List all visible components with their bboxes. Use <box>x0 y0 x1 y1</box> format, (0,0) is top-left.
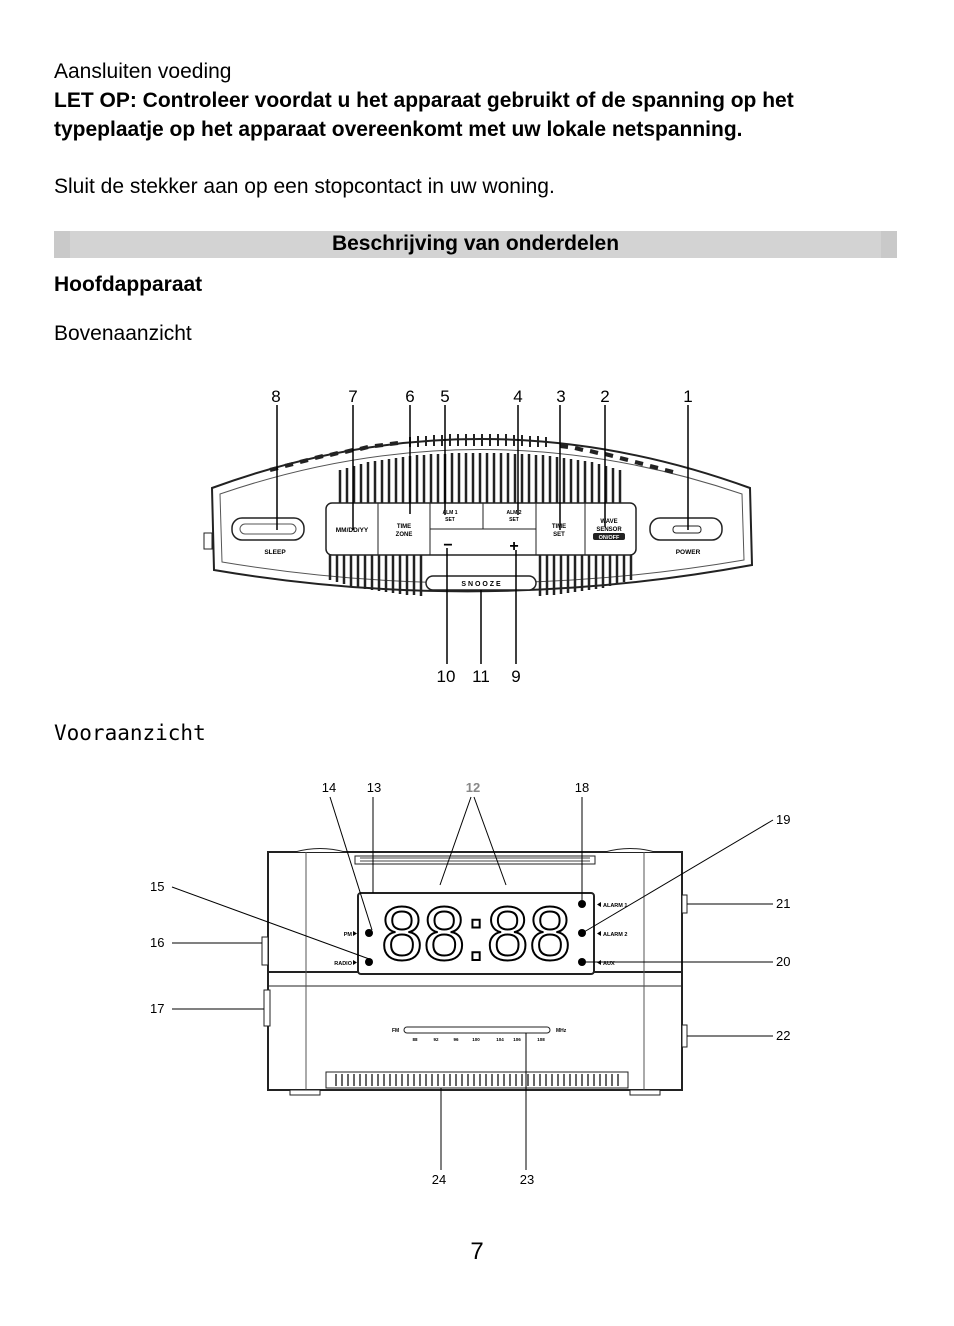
callout-15: 15 <box>150 879 165 894</box>
callout-24: 24 <box>431 1172 447 1187</box>
scale-100: 100 <box>472 1037 480 1042</box>
wave-label-1: WAVE <box>600 519 618 525</box>
alm2-label-1: ALM 2 <box>506 510 522 516</box>
alm2-label-2: SET <box>509 517 519 523</box>
scale-108: 108 <box>537 1037 545 1042</box>
power-label: POWER <box>675 549 701 556</box>
callout-20: 20 <box>776 954 791 969</box>
callout-1: 1 <box>683 387 693 406</box>
front-view-label: Vooraanzicht <box>54 721 206 745</box>
alm1-label-2: SET <box>445 517 455 523</box>
callout-2: 2 <box>600 387 610 406</box>
scale-88: 88 <box>412 1037 418 1042</box>
wave-label-3: ON/OFF <box>598 535 620 541</box>
clock-display: 88:88 <box>380 892 572 977</box>
scale-92: 92 <box>433 1037 439 1042</box>
time-zone-label-1: TIME <box>396 524 412 530</box>
warning-line-2: typeplaatje op het apparaat overeenkomt met uw lokale netspanning. <box>54 118 743 141</box>
power-heading: Aansluiten voeding <box>54 60 232 83</box>
alarm2-indicator: ALARM 2 <box>603 932 628 938</box>
callout-9: 9 <box>511 667 521 686</box>
minus-label: − <box>443 537 453 554</box>
callout-18: 18 <box>574 780 590 795</box>
callout-6: 6 <box>405 387 415 406</box>
callout-22: 22 <box>776 1028 791 1043</box>
mhz-label: MHz <box>556 1028 567 1034</box>
scale-106: 106 <box>513 1037 521 1042</box>
callout-8: 8 <box>271 387 281 406</box>
callout-12: 12 <box>465 780 481 795</box>
callout-5: 5 <box>440 387 450 406</box>
callout-16: 16 <box>150 935 165 950</box>
callout-21: 21 <box>776 896 791 911</box>
warning-line-1: LET OP: Controleer voordat u het apparaat gebruikt of de spanning op het <box>54 89 794 112</box>
callout-3: 3 <box>556 387 566 406</box>
scale-104: 104 <box>496 1037 504 1042</box>
top-view-label: Bovenaanzicht <box>54 322 192 345</box>
wave-label-2: SENSOR <box>596 527 622 533</box>
callout-7: 7 <box>348 387 358 406</box>
time-set-label-1: TIME <box>551 524 567 530</box>
radio-indicator: RADIO <box>334 961 352 967</box>
callout-19: 19 <box>776 812 791 827</box>
time-set-label-2: SET <box>553 532 565 538</box>
time-zone-label-2: ZONE <box>395 532 413 538</box>
callout-14: 14 <box>321 780 337 795</box>
alm1-label-1: ALM 1 <box>442 510 458 516</box>
pm-indicator: PM <box>343 932 352 938</box>
subsection-title: Hoofdapparaat <box>54 273 203 296</box>
page-number: 7 <box>470 1238 484 1265</box>
section-title: Beschrijving van onderdelen <box>331 232 620 255</box>
callout-4: 4 <box>513 387 523 406</box>
plus-label: + <box>509 538 519 555</box>
sleep-label: SLEEP <box>264 549 286 556</box>
callout-10: 10 <box>436 667 456 686</box>
front-view-diagram <box>140 775 810 1195</box>
mmddyy-label: MM/DD/YY <box>335 527 369 534</box>
fm-label: FM <box>392 1028 400 1034</box>
snooze-label: S N O O Z E <box>461 581 501 588</box>
callout-13: 13 <box>366 780 382 795</box>
alarm1-indicator: ALARM 1 <box>603 903 628 909</box>
aux-indicator: AUX <box>603 961 615 967</box>
callout-11: 11 <box>472 667 490 686</box>
scale-96: 96 <box>453 1037 459 1042</box>
instruction-text: Sluit de stekker aan op een stopcontact in uw woning. <box>54 175 555 198</box>
top-view-diagram <box>195 380 765 690</box>
callout-17: 17 <box>150 1001 165 1016</box>
callout-23: 23 <box>519 1172 535 1187</box>
